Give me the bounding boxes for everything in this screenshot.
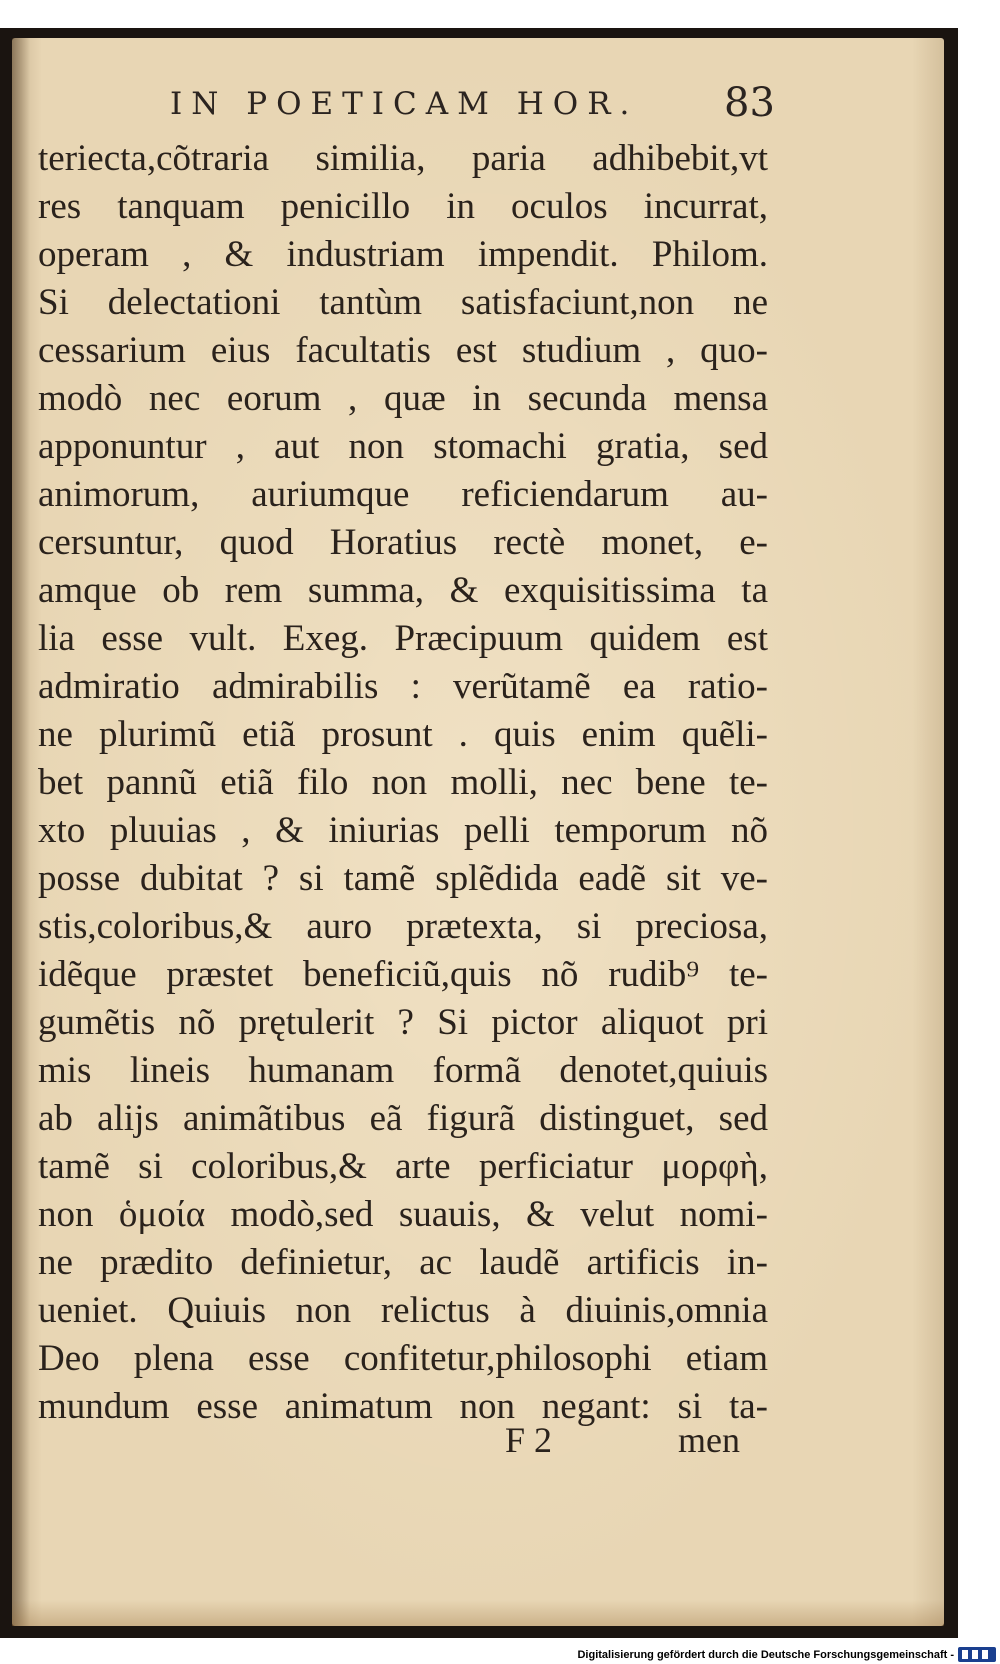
text-line: stis,coloribus,& auro prætexta, si preciosa,	[38, 906, 768, 947]
text-line: teriecta,cõtraria similia, paria adhibebit,vt	[38, 138, 768, 179]
text-line: amque ob rem summa, & exquisitissima ta	[38, 570, 768, 611]
text-line: modò nec eorum , quæ in secunda mensa	[38, 378, 768, 419]
text-line: gumẽtis nõ prętulerit ? Si pictor aliquot pri	[38, 1002, 768, 1043]
text-line: animorum, auriumque reficiendarum au-	[38, 474, 768, 515]
text-line: res tanquam penicillo in oculos incurrat,	[38, 186, 768, 227]
dfg-logo-icon	[958, 1647, 996, 1662]
text-line: Deo plena esse confitetur,philosophi etiam	[38, 1338, 768, 1379]
text-line: posse dubitat ? si tamẽ splẽdida eadẽ sit ve-	[38, 858, 768, 899]
text-line: Si delectationi tantùm satisfaciunt,non ne	[38, 282, 768, 323]
text-line: non ὁμοία modò,sed suauis, & velut nomi-	[38, 1194, 768, 1235]
text-line: mundum esse animatum non negant: si ta-	[38, 1386, 768, 1427]
text-line: ab alijs animãtibus eã figurã distinguet, sed	[38, 1098, 768, 1139]
text-line: idẽque præstet beneficiũ,quis nõ rudib⁹ te-	[38, 954, 768, 995]
funding-note: Digitalisierung gefördert durch die Deutsche Forschungsgemeinschaft -	[577, 1649, 954, 1661]
body-text	[38, 135, 768, 1431]
catchword: men	[678, 1420, 740, 1460]
text-line: admiratio admirabilis : verũtamẽ ea ratio-	[38, 666, 768, 707]
text-line: apponuntur , aut non stomachi gratia, sed	[38, 426, 768, 467]
text-line: mis lineis humanam formã denotet,quiuis	[38, 1050, 768, 1091]
text-line: operam , & industriam impendit. Philom.	[38, 234, 768, 275]
text-line: cersuntur, quod Horatius rectè monet, e-	[38, 522, 768, 563]
signature-mark: F 2	[505, 1420, 553, 1460]
text-line: ne plurimũ etiã prosunt . quis enim quẽli-	[38, 714, 768, 755]
spine-shadow	[12, 38, 30, 1626]
page-bottom-edge	[12, 1600, 944, 1626]
running-head: IN POETICAM HOR.	[170, 86, 639, 122]
text-line: bet pannũ etiã filo non molli, nec bene te-	[38, 762, 768, 803]
text-line: ueniet. Quiuis non relictus à diuinis,omnia	[38, 1290, 768, 1331]
text-line: xto pluuias , & iniurias pelli temporum nõ	[38, 810, 768, 851]
text-line: cessarium eius facultatis est studium , quo-	[38, 330, 768, 371]
text-line: ne prædito definietur, ac laudẽ artificis in-	[38, 1242, 768, 1283]
text-line: tamẽ si coloribus,& arte perficiatur μορφὴ,	[38, 1146, 768, 1187]
text-line: lia esse vult. Exeg. Præcipuum quidem est	[38, 618, 768, 659]
page-number: 83	[724, 80, 775, 126]
